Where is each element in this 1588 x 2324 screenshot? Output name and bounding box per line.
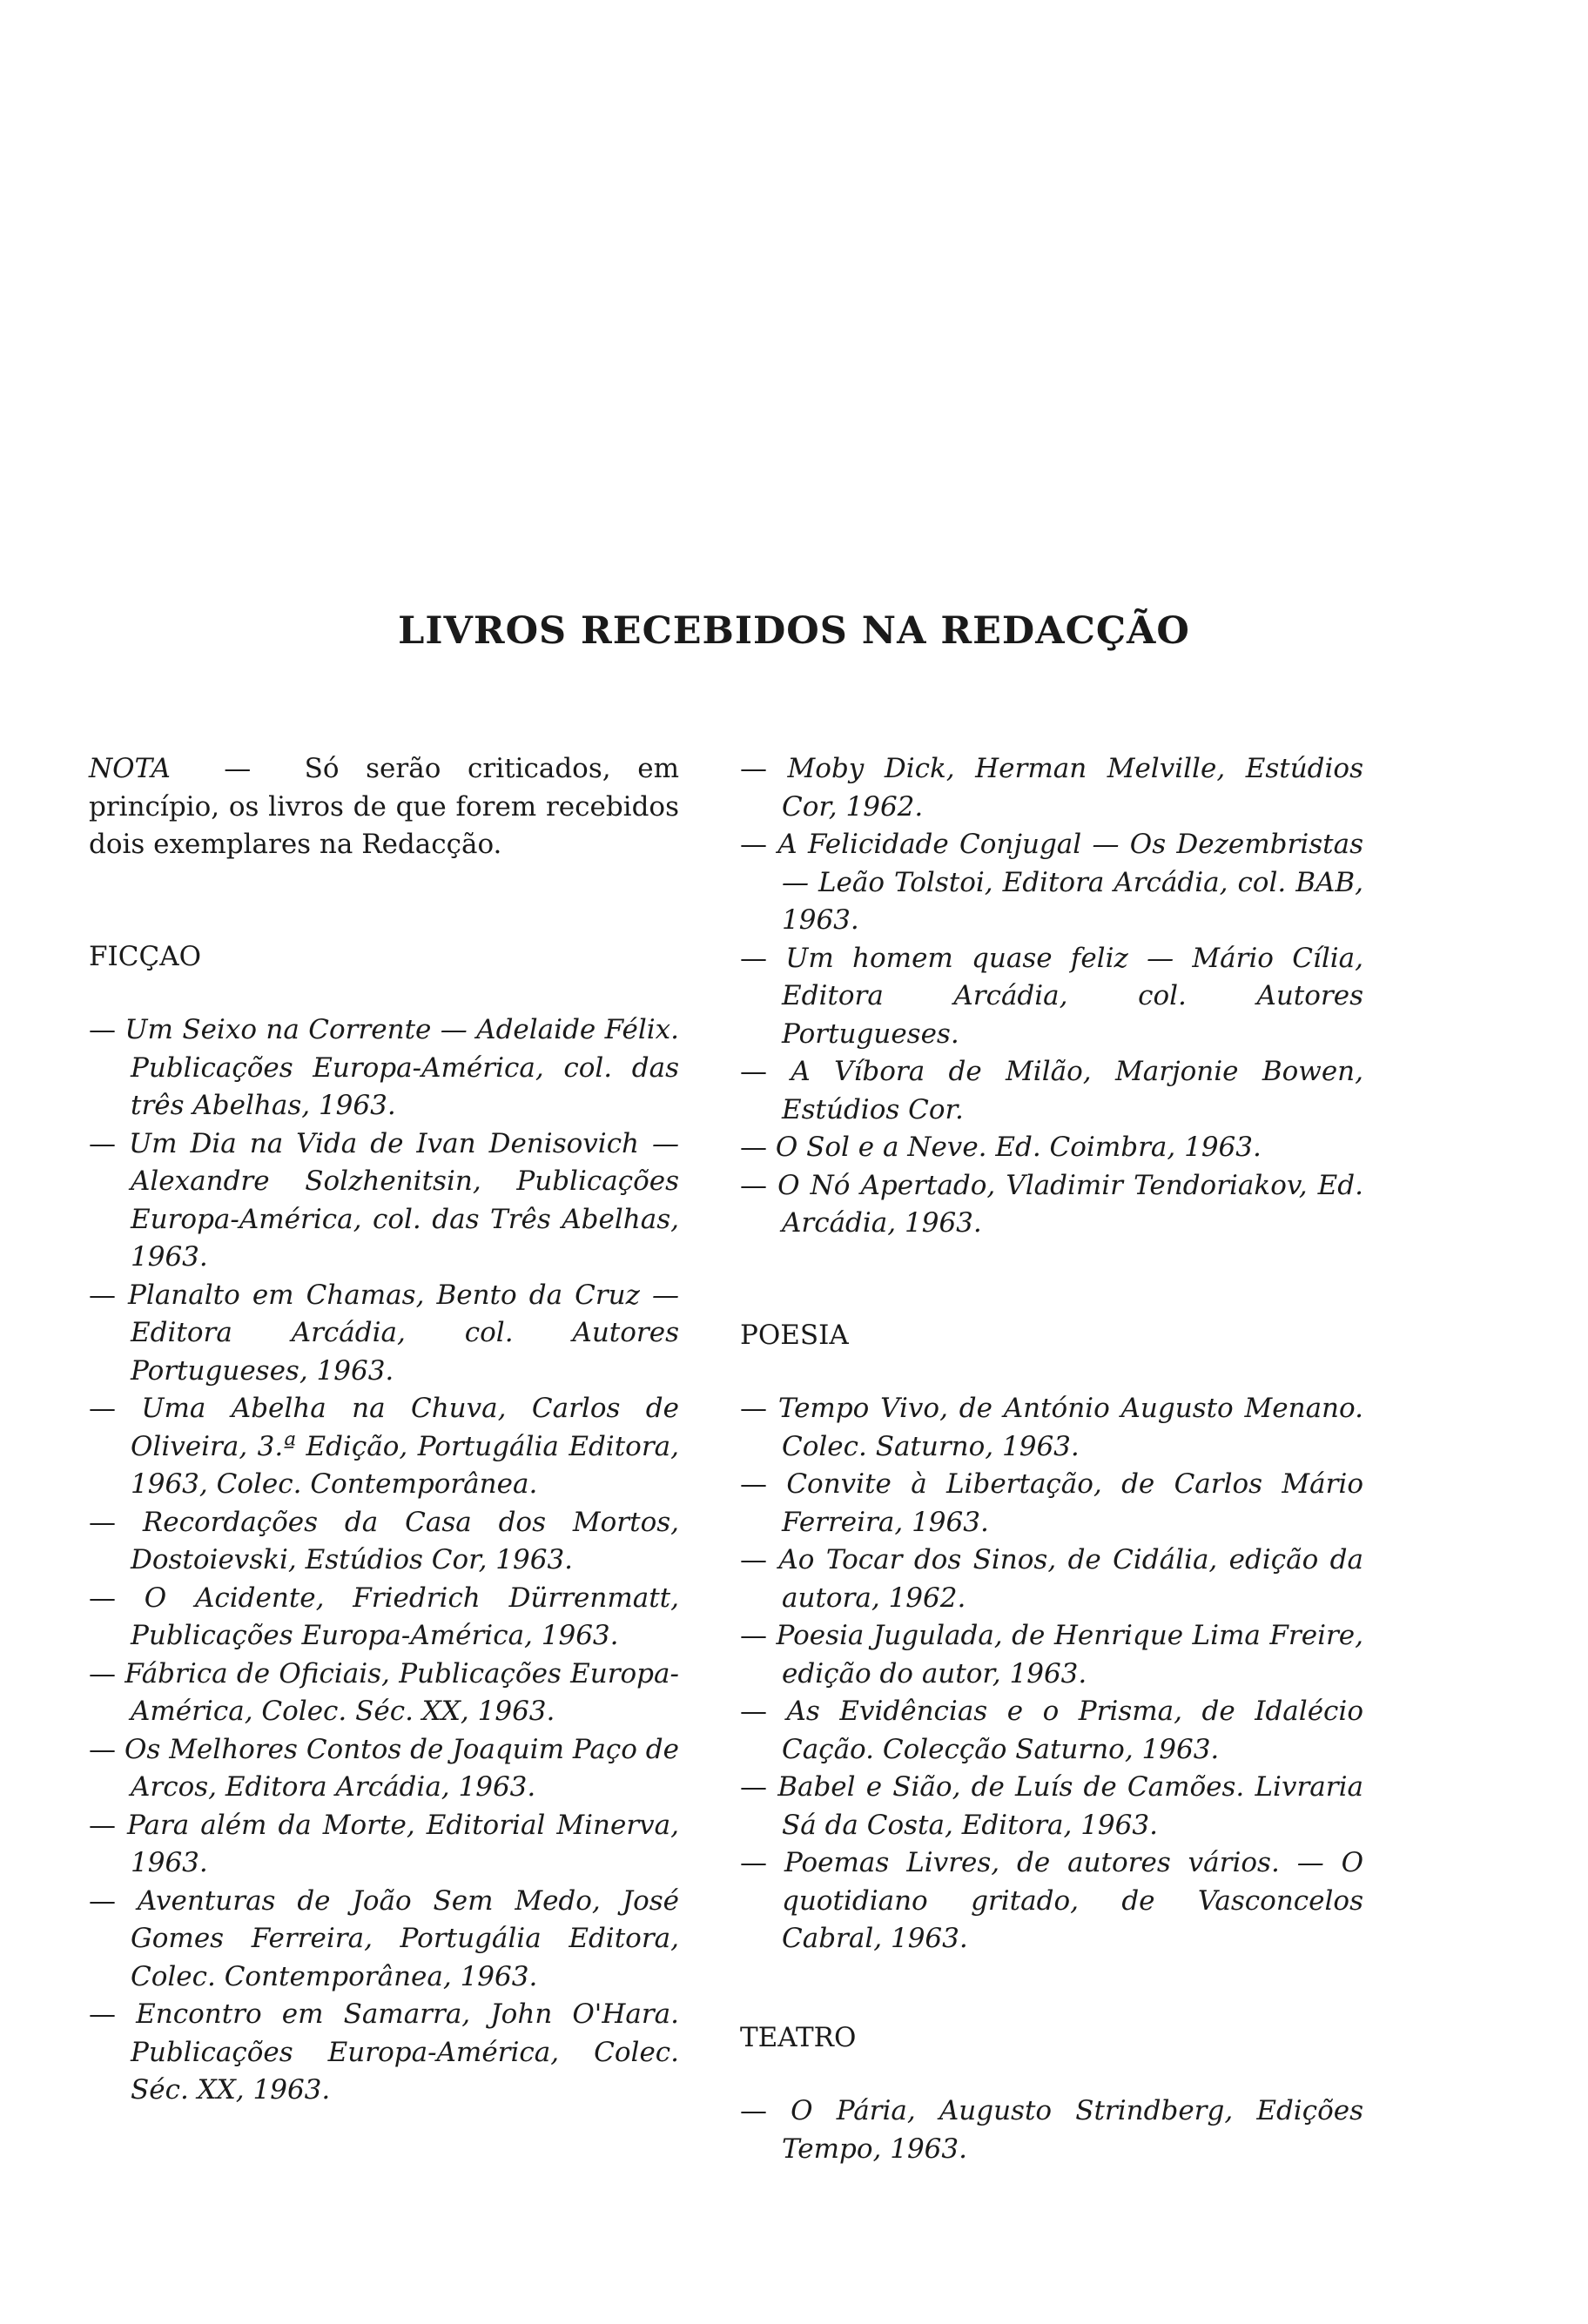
page-title: LIVROS RECEBIDOS NA REDACÇÃO (398, 609, 1190, 653)
list-item: — Um Dia na Vida de Ivan Denisovich — Alexandre Solzhenitsin, Publicações Europa-América, col. das Três Abelhas, 1963. (89, 1127, 679, 1273)
list-item: — O Nó Apertado, Vladimir Tendoriakov, Ed. Arcádia, 1963. (740, 1169, 1363, 1239)
section-spacer (740, 1243, 1363, 1317)
list-item: — Aventuras de João Sem Medo, José Gomes Ferreira, Portugália Editora, Colec. Contemporânea, 1963. (89, 1884, 679, 1992)
list-item: — Os Melhores Contos de Joaquim Paço de Arcos, Editora Arcádia, 1963. (89, 1733, 679, 1803)
note-text: Só serão criticados, em princípio, os livros de que forem recebidos dois exemplares na Redacção. (89, 753, 680, 860)
list-item: — Recordações da Casa dos Mortos, Dostoievski, Estúdios Cor, 1963. (89, 1506, 679, 1575)
list-item: — Fábrica de Oficiais, Publicações Europa-América, Colec. Séc. XX, 1963. (89, 1657, 679, 1727)
editorial-note (89, 750, 679, 864)
list-item: — As Evidências e o Prisma, de Idalécio Cação. Colecção Saturno, 1963. (740, 1696, 1363, 1765)
list-item: — O Pária, Augusto Strindberg, Edições Tempo, 1963. (740, 2095, 1363, 2165)
list-item: — Ao Tocar dos Sinos, de Cidália, edição da autora, 1962. (740, 1544, 1364, 1614)
note-dash: — (197, 753, 278, 784)
list-item: — Poesia Jugulada, de Henrique Lima Freire, edição do autor, 1963. (740, 1620, 1363, 1689)
list-item: — Poemas Livres, de autores vários. — O quotidiano gritado, de Vasconcelos Cabral, 1963. (740, 1847, 1363, 1954)
list-item: — A Felicidade Conjugal — Os Dezembristas — Leão Tolstoi, Editora Arcádia, col. BAB, 1963. (740, 829, 1363, 936)
section-spacer (740, 1958, 1363, 2019)
list-item: — Encontro em Samarra, John O'Hara. Publicações Europa-América, Colec. Séc. XX, 1963. (89, 1998, 679, 2106)
list-item: — Tempo Vivo, de António Augusto Menano. Colec. Saturno, 1963. (740, 1393, 1364, 1462)
list-item: — O Sol e a Neve. Ed. Coimbra, 1963. (740, 1132, 1262, 1163)
list-item: — Babel e Sião, de Luís de Camões. Livraria Sá da Costa, Editora, 1963. (740, 1771, 1363, 1841)
list-item: — A Víbora de Milão, Marjonie Bowen, Estúdios Cor. (740, 1056, 1363, 1125)
list-item: — Convite à Libertação, de Carlos Mário Ferreira, 1963. (740, 1468, 1363, 1538)
right-column (740, 750, 1363, 2168)
list-item: — Um Seixo na Corrente — Adelaide Félix. Publicações Europa-América, col. das três Abelhas, 1963. (89, 1014, 679, 1121)
left-column (89, 750, 679, 2110)
note-lead: NOTA (89, 753, 171, 784)
section-heading-poesia: POESIA (740, 1319, 849, 1351)
section-heading-ficcao: FICÇAO (89, 940, 201, 972)
list-item: — O Acidente, Friedrich Dürrenmatt, Publicações Europa-América, 1963. (89, 1582, 679, 1651)
list-item: — Uma Abelha na Chuva, Carlos de Oliveira, 3.ª Edição, Portugália Editora, 1963, Colec. Contemporânea. (89, 1393, 679, 1500)
list-item: — Moby Dick, Herman Melville, Estúdios Cor, 1962. (740, 753, 1363, 823)
list-item: — Planalto em Chamas, Bento da Cruz — Editora Arcádia, col. Autores Portugueses, 1963. (89, 1279, 679, 1387)
list-item: — Para além da Morte, Editorial Minerva, 1963. (89, 1809, 680, 1878)
list-item: — Um homem quase feliz — Mário Cília, Editora Arcádia, col. Autores Portugueses. (740, 942, 1364, 1050)
section-heading-teatro: TEATRO (740, 2021, 857, 2053)
